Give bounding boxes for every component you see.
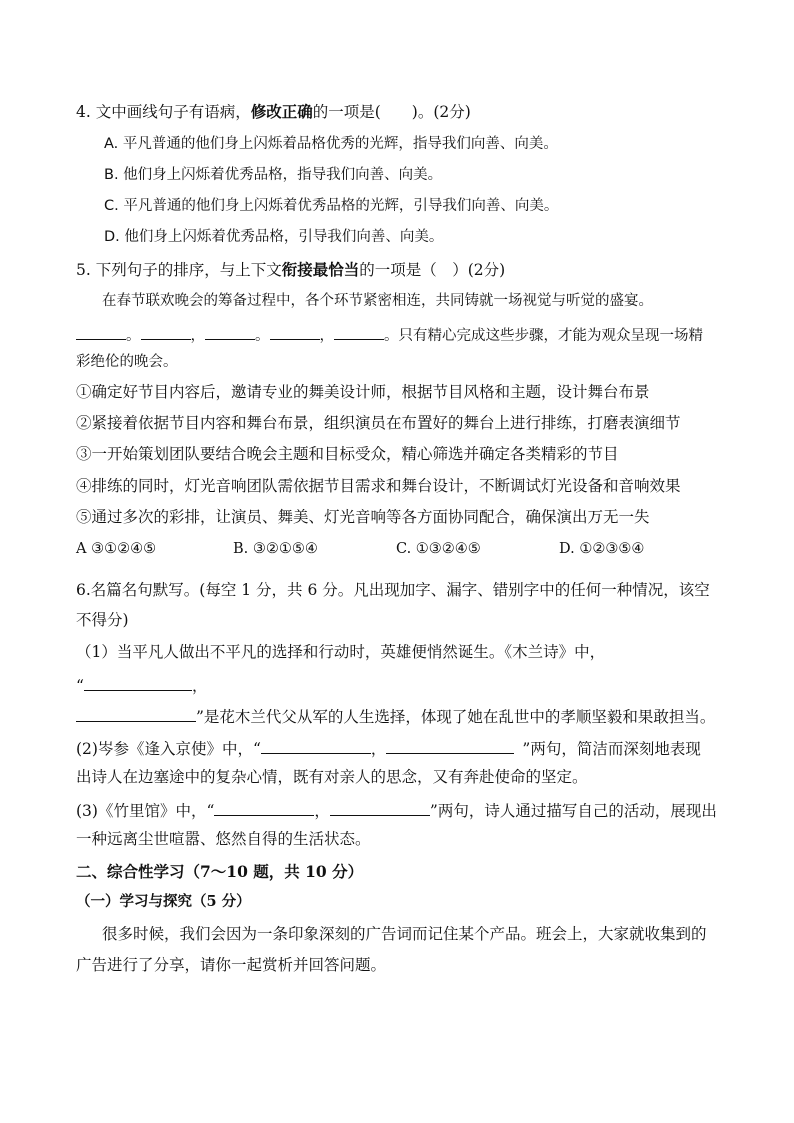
q5-choice-a: A ③①②④⑤ — [76, 541, 157, 557]
q5-item-5: ⑤通过多次的彩排，让演员、舞美、灯光音响等各方面协同配合，确保演出万无一失 — [76, 508, 650, 526]
q5-bold: 衔接最恰当 — [281, 260, 360, 279]
comma: ， — [314, 802, 330, 820]
q6-part3-line2: 一种远离尘世喧嚣、悠然自得的生活状态。 — [76, 830, 371, 848]
q5-item-3: ③一开始策划团队要结合晚会主题和目标受众，精心筛选并确定各类精彩的节目 — [76, 445, 619, 463]
q4-option-a: A. 平凡普通的他们身上闪烁着品格优秀的光辉，指导我们向善、向美。 — [104, 136, 558, 152]
section2-para-line1: 很多时候，我们会因为一条印象深刻的广告词而记住某个产品。班会上，大家就收集到的 — [102, 925, 707, 943]
q5-item-2: ②紧接着依据节目内容和舞台布景，组织演员在布置好的舞台上进行排练，打磨表演细节 — [76, 414, 681, 432]
q5-blank-2 — [141, 325, 191, 340]
q6-blank-2 — [76, 707, 196, 722]
q5-choice-c: C. ①③②④⑤ — [396, 541, 481, 557]
q5-item-4: ④排练的同时，灯光音响团队需依据节目需求和舞台设计，不断调试灯光设备和音响效果 — [76, 477, 681, 495]
q6-stem-line1: 6.名篇名句默写。(每空 1 分，共 6 分。凡出现加字、漏字、错别字中的任何一种情况，该空 — [76, 581, 710, 599]
q6-blank-5 — [214, 801, 314, 816]
q6-part1-line1: （1）当平凡人做出不平凡的选择和行动时，英雄便悄然诞生。《木兰诗》中， — [76, 643, 606, 661]
q6-blank-4 — [386, 739, 514, 754]
q6-part2-head: (2)岑参《逢入京使》中，“ — [76, 740, 261, 758]
q4-option-b: B. 他们身上闪烁着优秀品格，指导我们向善、向美。 — [104, 167, 443, 183]
q5-passage-line1: 在春节联欢晚会的筹备过程中，各个环节紧密相连，共同铸就一场视觉与听觉的盛宴。 — [102, 293, 653, 309]
q5-passage-line2 — [76, 325, 703, 344]
q5-sep: 。 — [255, 328, 270, 344]
q5-blank-1 — [76, 325, 126, 340]
q5-stem — [76, 262, 505, 279]
q5-choice-b: B. ③②①⑤④ — [233, 541, 318, 557]
q6-part1-line2 — [76, 676, 207, 695]
open-quote: “ — [76, 677, 84, 695]
q5-sep: 。 — [126, 328, 141, 344]
q4-bold: 修改正确 — [250, 102, 313, 121]
q6-part3-line1 — [76, 801, 717, 820]
q4-prefix: 4. 文中画线句子有语病， — [76, 103, 251, 121]
section2-title: 二、综合性学习（7～10 题，共 10 分） — [76, 862, 364, 881]
q5-blank-5 — [334, 325, 384, 340]
section2-para-line2: 广告进行了分享，请你一起赏析并回答问题。 — [76, 956, 387, 974]
q6-part2-line2: 出诗人在边塞途中的复杂心情，既有对亲人的思念，又有奔赴使命的坚定。 — [76, 768, 588, 786]
q5-suffix: 的一项是（ ）(2分) — [359, 261, 506, 279]
comma: ， — [191, 677, 208, 695]
q5-passage-tail: 。只有精心完成这些步骤，才能为观众呈现一场精 — [384, 328, 703, 344]
q6-part3-head: (3)《竹里馆》中，“ — [76, 802, 215, 820]
q6-blank-1 — [84, 676, 192, 691]
q4-option-c: C. 平凡普通的他们身上闪烁着优秀品格的光辉，引导我们向善、向美。 — [104, 198, 559, 214]
q6-blank-3 — [261, 739, 371, 754]
q4-option-d: D. 他们身上闪烁着优秀品格，引导我们向善、向美。 — [104, 229, 444, 245]
comma: ， — [370, 740, 387, 758]
q5-choice-d: D. ①②③⑤④ — [559, 541, 645, 557]
q6-part3-tail: ”两句，诗人通过描写自己的活动，展现出 — [429, 802, 717, 820]
q6-part1-line3 — [76, 707, 715, 726]
q6-stem-line2: 不得分) — [76, 611, 129, 629]
q5-prefix: 5. 下列句子的排序，与上下文 — [76, 261, 282, 279]
q5-blank-4 — [270, 325, 320, 340]
q6-part2-line1 — [76, 739, 701, 758]
q5-sep: ， — [190, 328, 205, 344]
q4-stem — [76, 104, 471, 121]
q5-sep: ， — [319, 328, 334, 344]
q5-item-1: ①确定好节目内容后，邀请专业的舞美设计师，根据节目风格和主题，设计舞台布景 — [76, 383, 650, 401]
q4-suffix: 的一项是( )。(2分) — [312, 103, 471, 121]
section2-subtitle: （一）学习与探究（5 分） — [76, 893, 251, 910]
q6-part2-tail: ”两句，简洁而深刻地表现 — [522, 740, 701, 758]
q6-blank-6 — [330, 801, 430, 816]
q5-passage-line3: 彩绝伦的晚会。 — [76, 354, 178, 370]
q6-part1-tail: ”是花木兰代父从军的人生选择，体现了她在乱世中的孝顺坚毅和果敢担当。 — [196, 708, 716, 726]
q5-blank-3 — [205, 325, 255, 340]
